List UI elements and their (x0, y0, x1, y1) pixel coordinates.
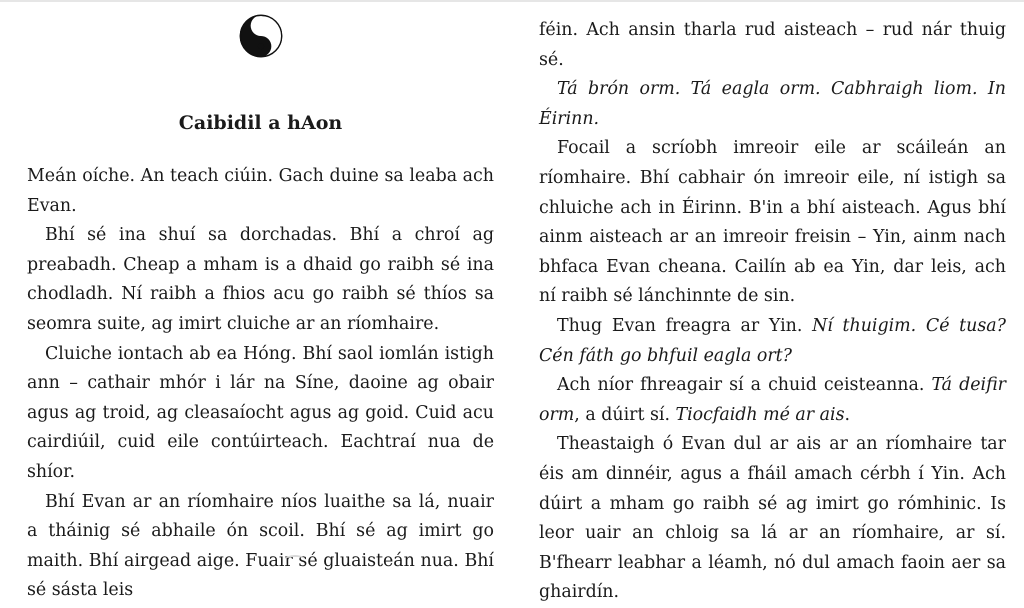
paragraph (539, 430, 1006, 608)
left-page (27, 0, 494, 601)
chapter-title: Caibidil a hAon (178, 112, 343, 134)
left-page-text (27, 162, 494, 606)
italic-text: Tiocfaidh mé ar ais (675, 404, 845, 425)
italic-text: Ní thuigim. Cé tusa? Cén fáth go bhfuil eagla ort? (539, 315, 1006, 366)
text-run: Ach níor fhreagair sí a chuid ceisteanna. (557, 375, 932, 396)
right-page-text (539, 16, 1006, 608)
italic-text: Tá deifir orm (539, 375, 1006, 425)
paragraph (27, 340, 494, 488)
text-run: Bhí sé ina shuí sa dorchadas. Bhí a chroí ag preabadh. Cheap a mham is a dhaid go raibh sé ina chodladh. Ní raibh a fhios acu go raibh sé thíos sa seomra suite, ag imirt cluiche ar an ríomhaire. (27, 225, 494, 334)
text-run: , a dúirt sí. (574, 404, 676, 425)
italic-text: Tá brón orm. Tá eagla orm. Cabhraigh liom. In Éirinn. (539, 79, 1006, 129)
text-run: Cluiche iontach ab ea Hóng. Bhí saol iomlán istigh ann – cathair mhór i lár na Síne, daoine ag obair agus ag troid, ag cleasaíocht agus ag goid. Cuid acu cairdiúil, cuid eile contúirteach. Eachtraí nua de shíor. (27, 343, 494, 482)
paragraph (27, 221, 494, 339)
text-run: Bhí Evan ar an ríomhaire níos luaithe sa lá, nuair a tháinig sé abhaile ón scoil. Bhí sé ag imirt go maith. Bhí airgead aige. Fuair sé gluaisteán nua. Bhí sé sásta leis (27, 491, 494, 601)
text-run: Thug Evan freagra ar Yin. (557, 315, 813, 336)
text-run: féin. Ach ansin tharla rud aisteach – rud nár thuig sé. (539, 20, 1006, 70)
paragraph (539, 16, 1006, 75)
paragraph (539, 75, 1006, 134)
text-run: Meán oíche. An teach ciúin. Gach duine sa leaba ach Evan. (27, 166, 494, 216)
page-turn-indicator (285, 555, 305, 564)
paragraph (539, 134, 1006, 312)
yin-yang-icon (239, 14, 283, 58)
paragraph (27, 488, 494, 606)
paragraph (27, 162, 494, 221)
paragraph (539, 371, 1006, 430)
paragraph (539, 312, 1006, 371)
right-page (539, 0, 1006, 603)
text-run: Theastaigh ó Evan dul ar ais ar an ríomhaire tar éis am dinnéir, agus a fháil amach cérbh í Yin. Ach dúirt a mham go raibh sé ag imirt go rómhinic. Is leor uair an chloig sa lá ar an ríomhaire, ar sí. B'fhearr leabhar a léamh, nó dul amach faoin aer sa ghairdín. (539, 434, 1006, 603)
text-run: Focail a scríobh imreoir eile ar scáileán an ríomhaire. Bhí cabhair ón imreoir eile, ní istigh sa chluiche ach in Éirinn. B'in a bhí aisteach. Agus bhí ainm aisteach ar an imreoir freisin – Yin, ainm nach bhfaca Evan cheana. Cailín ab ea Yin, dar leis, ach ní raibh sé lánchinnte de sin. (539, 138, 1006, 307)
text-run: . (844, 404, 851, 425)
